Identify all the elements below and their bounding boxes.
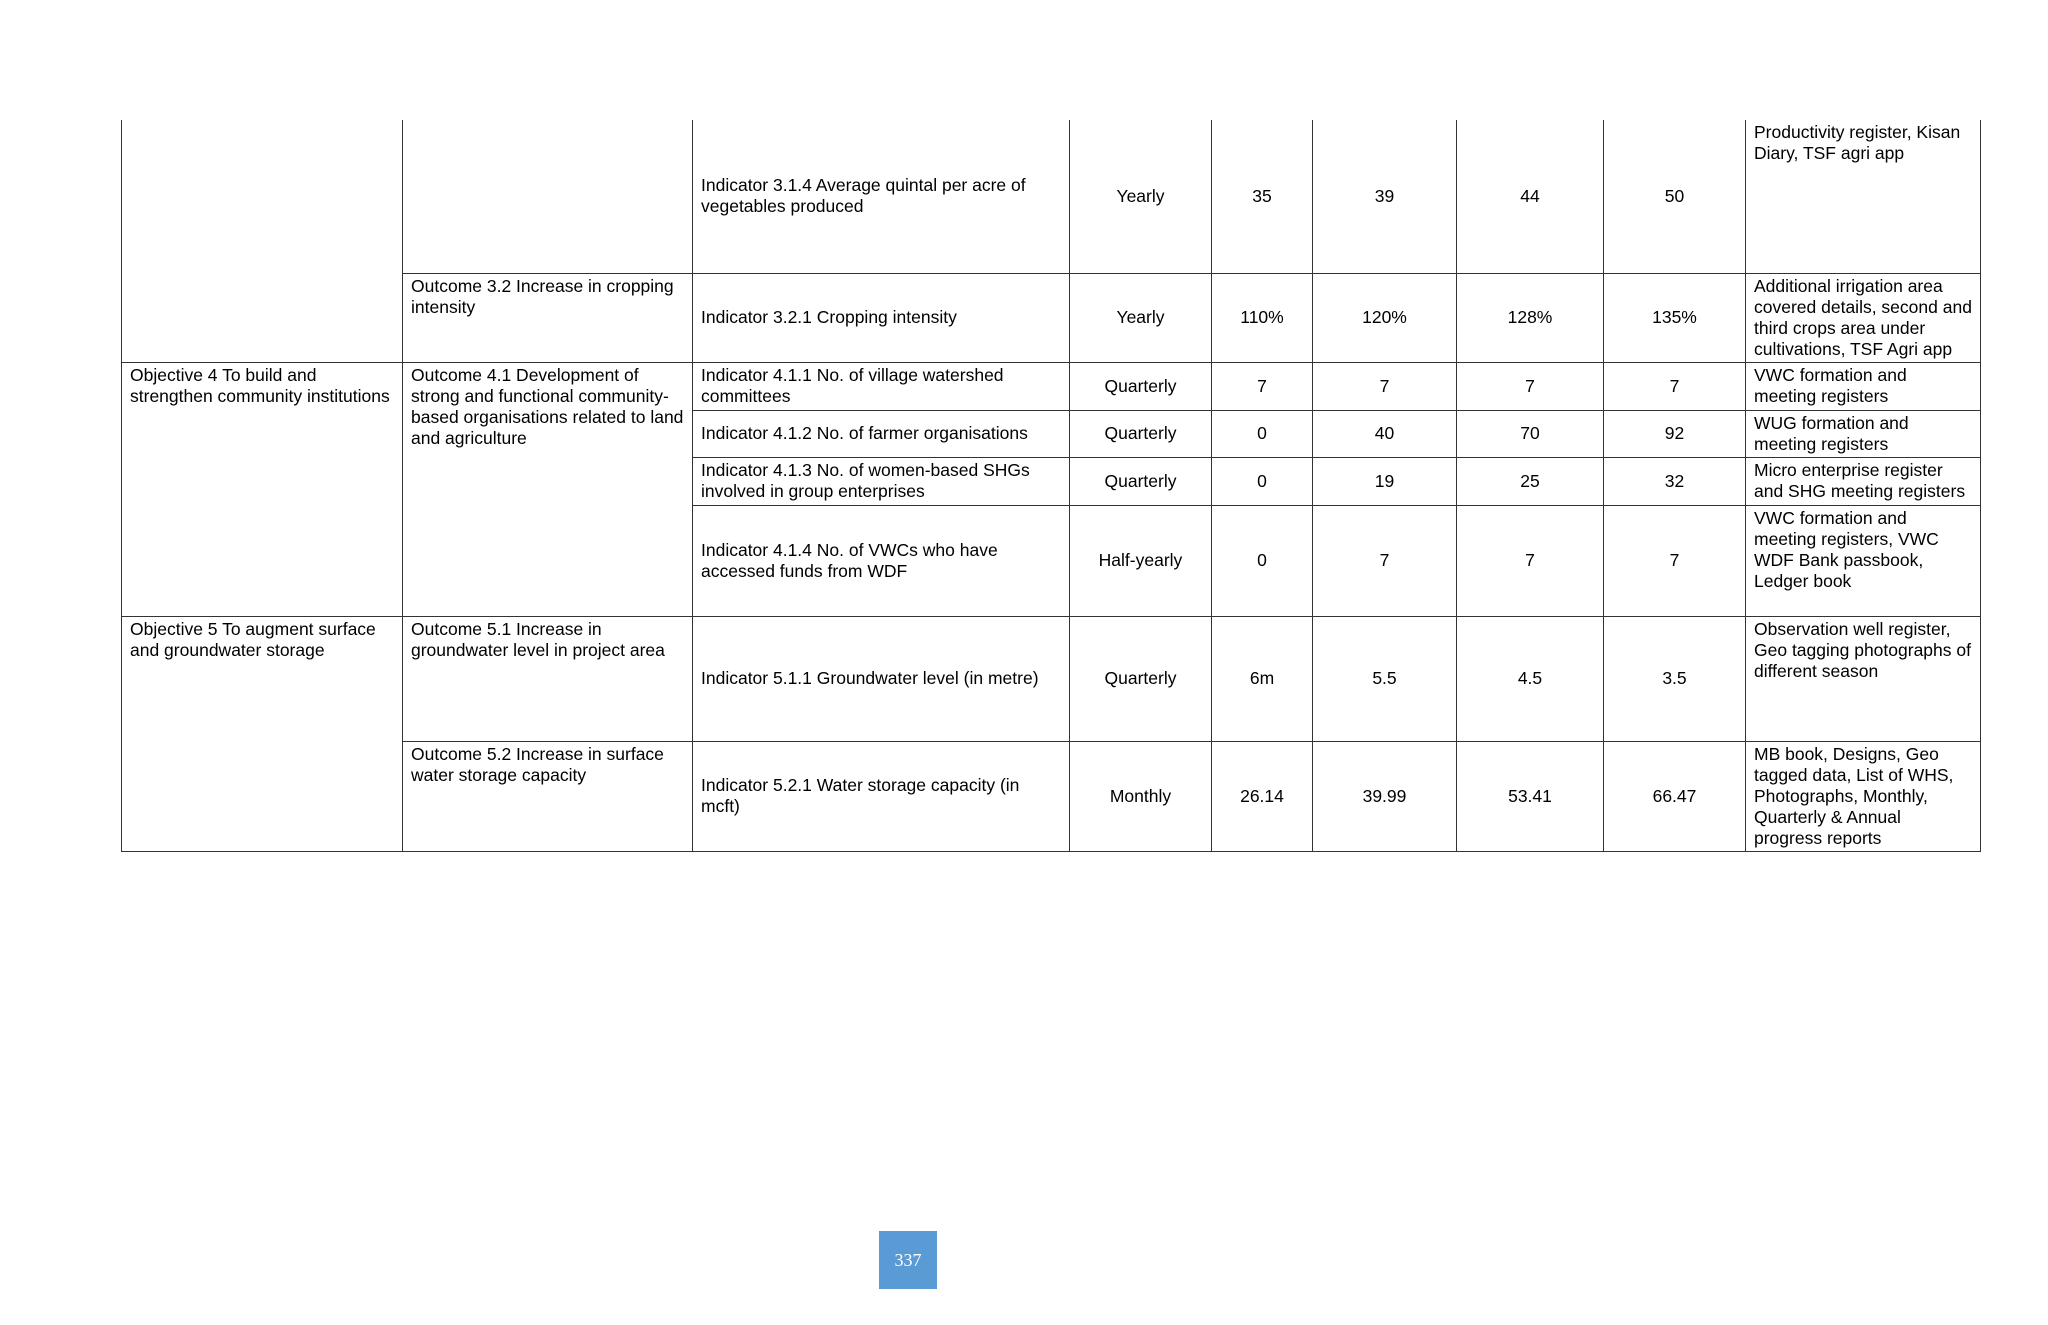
- means-of-verification-cell: WUG formation and meeting registers: [1746, 410, 1981, 457]
- outcome-cell: [403, 120, 693, 273]
- value-cell: 110%: [1212, 273, 1313, 362]
- value-cell: 3.5: [1604, 616, 1746, 741]
- outcome-cell: Outcome 5.2 Increase in surface water storage capacity: [403, 741, 693, 851]
- value-cell: 128%: [1457, 273, 1604, 362]
- value-cell: 19: [1313, 457, 1457, 505]
- objective-cell: Objective 4 To build and strengthen community institutions: [122, 362, 403, 616]
- value-cell: 44: [1457, 120, 1604, 273]
- means-of-verification-cell: Additional irrigation area covered details, second and third crops area under cultivations, TSF Agri app: [1746, 273, 1981, 362]
- value-cell: 32: [1604, 457, 1746, 505]
- indicator-cell: Indicator 4.1.3 No. of women-based SHGs involved in group enterprises: [693, 457, 1070, 505]
- value-cell: 35: [1212, 120, 1313, 273]
- value-cell: 92: [1604, 410, 1746, 457]
- frequency-cell: Half-yearly: [1070, 505, 1212, 616]
- value-cell: 70: [1457, 410, 1604, 457]
- value-cell: 50: [1604, 120, 1746, 273]
- value-cell: 4.5: [1457, 616, 1604, 741]
- means-of-verification-cell: VWC formation and meeting registers, VWC WDF Bank passbook, Ledger book: [1746, 505, 1981, 616]
- value-cell: 120%: [1313, 273, 1457, 362]
- frequency-cell: Quarterly: [1070, 362, 1212, 410]
- value-cell: 0: [1212, 410, 1313, 457]
- value-cell: 135%: [1604, 273, 1746, 362]
- value-cell: 5.5: [1313, 616, 1457, 741]
- value-cell: 7: [1457, 362, 1604, 410]
- value-cell: 7: [1313, 362, 1457, 410]
- means-of-verification-cell: VWC formation and meeting registers: [1746, 362, 1981, 410]
- value-cell: 26.14: [1212, 741, 1313, 851]
- indicator-cell: Indicator 5.2.1 Water storage capacity (in mcft): [693, 741, 1070, 851]
- table-row: [122, 362, 1981, 410]
- value-cell: 0: [1212, 505, 1313, 616]
- means-of-verification-cell: Observation well register, Geo tagging photographs of different season: [1746, 616, 1981, 741]
- value-cell: 7: [1604, 505, 1746, 616]
- frequency-cell: Yearly: [1070, 273, 1212, 362]
- value-cell: 53.41: [1457, 741, 1604, 851]
- indicator-cell: Indicator 4.1.1 No. of village watershed committees: [693, 362, 1070, 410]
- indicator-cell: Indicator 3.2.1 Cropping intensity: [693, 273, 1070, 362]
- value-cell: 25: [1457, 457, 1604, 505]
- indicator-cell: Indicator 5.1.1 Groundwater level (in metre): [693, 616, 1070, 741]
- frequency-cell: Quarterly: [1070, 410, 1212, 457]
- logframe-table: [121, 120, 1981, 852]
- page-number: 337: [879, 1231, 937, 1289]
- frequency-cell: Quarterly: [1070, 616, 1212, 741]
- value-cell: 40: [1313, 410, 1457, 457]
- outcome-cell: Outcome 5.1 Increase in groundwater level in project area: [403, 616, 693, 741]
- value-cell: 6m: [1212, 616, 1313, 741]
- value-cell: 7: [1604, 362, 1746, 410]
- table-row: [122, 120, 1981, 273]
- means-of-verification-cell: Micro enterprise register and SHG meeting registers: [1746, 457, 1981, 505]
- value-cell: 39: [1313, 120, 1457, 273]
- indicator-cell: Indicator 4.1.4 No. of VWCs who have accessed funds from WDF: [693, 505, 1070, 616]
- value-cell: 66.47: [1604, 741, 1746, 851]
- value-cell: 7: [1457, 505, 1604, 616]
- means-of-verification-cell: MB book, Designs, Geo tagged data, List of WHS, Photographs, Monthly, Quarterly & Annual progress reports: [1746, 741, 1981, 851]
- objective-cell: Objective 5 To augment surface and groundwater storage: [122, 616, 403, 851]
- frequency-cell: Yearly: [1070, 120, 1212, 273]
- outcome-cell: Outcome 3.2 Increase in cropping intensity: [403, 273, 693, 362]
- value-cell: 0: [1212, 457, 1313, 505]
- table-row: [122, 616, 1981, 741]
- value-cell: 7: [1313, 505, 1457, 616]
- value-cell: 7: [1212, 362, 1313, 410]
- means-of-verification-cell: Productivity register, Kisan Diary, TSF agri app: [1746, 120, 1981, 273]
- outcome-cell: Outcome 4.1 Development of strong and functional community-based organisations related to land and agriculture: [403, 362, 693, 616]
- frequency-cell: Quarterly: [1070, 457, 1212, 505]
- indicator-cell: Indicator 4.1.2 No. of farmer organisations: [693, 410, 1070, 457]
- frequency-cell: Monthly: [1070, 741, 1212, 851]
- value-cell: 39.99: [1313, 741, 1457, 851]
- indicator-cell: Indicator 3.1.4 Average quintal per acre of vegetables produced: [693, 120, 1070, 273]
- objective-cell: [122, 120, 403, 362]
